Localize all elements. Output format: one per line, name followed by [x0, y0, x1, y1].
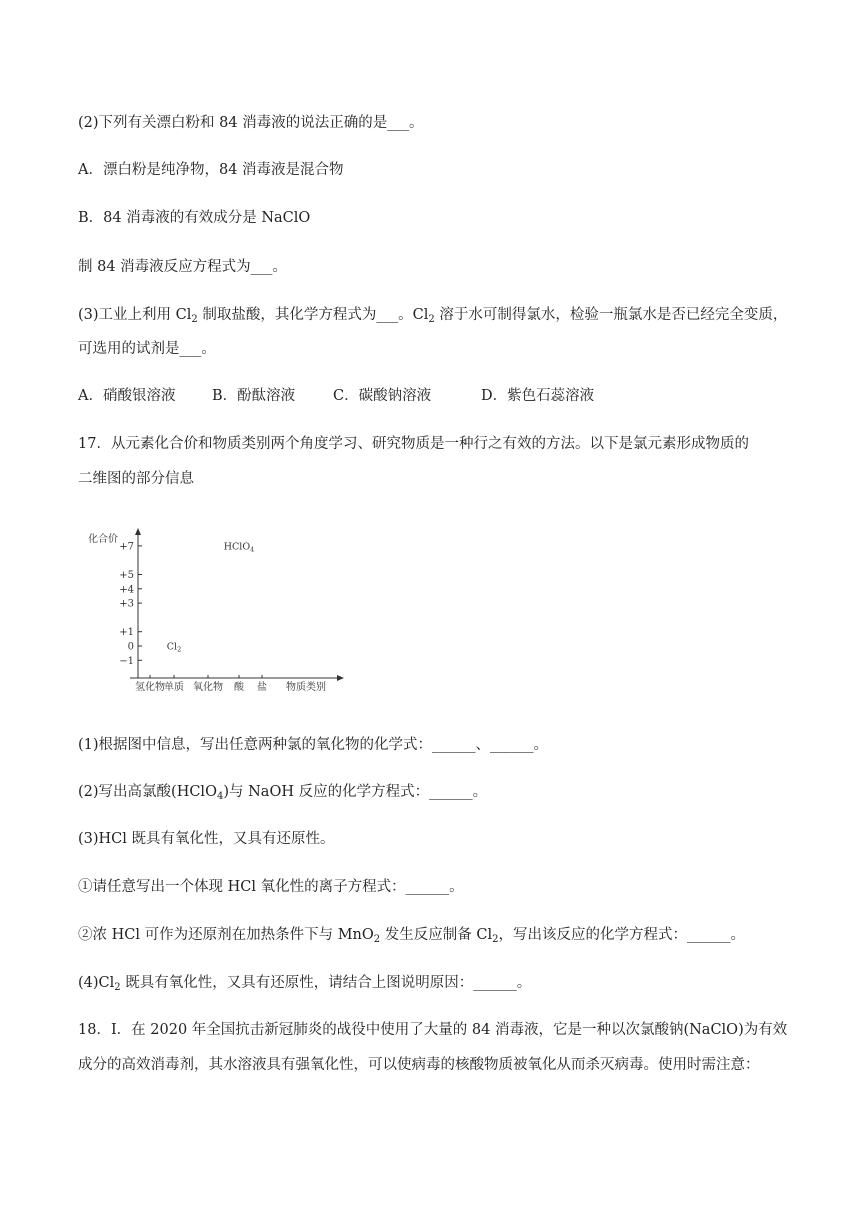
x-axis-arrow	[337, 675, 344, 681]
y-tick-label: −1	[119, 655, 134, 667]
option-a: A．硝酸银溶液	[78, 388, 176, 404]
y-axis-arrow	[135, 528, 141, 535]
subscript: 2	[492, 934, 499, 945]
option-d: D．紫色石蕊溶液	[481, 388, 595, 404]
text-segment: 发生反应制备 Cl	[380, 927, 493, 943]
subscript: 2	[191, 314, 198, 325]
q18-line1	[78, 1020, 787, 1040]
q16-options-row	[78, 386, 594, 406]
text-segment: A．漂白粉是纯净物，84 消毒液是混合物	[78, 162, 344, 178]
subscript: 2	[373, 934, 381, 945]
x-category-label: 氧化物	[193, 682, 223, 693]
text-segment: 既具有氧化性，又具有还原性，请结合上图说明原因：______。	[120, 975, 532, 991]
y-axis-label: 化合价	[88, 534, 118, 545]
q16-part3-line1	[78, 305, 787, 325]
text-segment: ，写出该反应的化学方程式：______。	[498, 927, 745, 943]
chlorine-valence-chart	[80, 522, 360, 702]
text-segment: 二维图的部分信息	[78, 471, 194, 487]
q17-intro-line2	[78, 469, 194, 489]
option-c: C．碳酸钠溶液	[333, 388, 432, 404]
x-axis-label: 物质类别	[286, 682, 326, 693]
q18-line2	[78, 1055, 760, 1075]
x-category-label: 盐	[257, 682, 267, 693]
x-category-label: 氢化物	[135, 682, 165, 693]
text-segment: (4)Cl	[78, 975, 115, 991]
text-segment: (1)根据图中信息，写出任意两种氯的氧化物的化学式：______、______。	[78, 737, 549, 753]
y-tick-label: +1	[119, 627, 134, 639]
point-label: HClO$_4$	[223, 541, 255, 554]
y-tick-label: 0	[127, 641, 134, 653]
y-tick-label: +5	[119, 570, 134, 581]
subscript: 2	[428, 314, 435, 325]
point-label: $Cl_2$	[166, 641, 182, 654]
text-segment: (3)HCl 既具有氧化性，又具有还原性。	[78, 831, 335, 847]
q17-part2	[78, 782, 487, 802]
y-tick-label: +7	[119, 541, 134, 553]
text-segment: 成分的高效消毒剂，其水溶液具有强氧化性，可以使病毒的核酸物质被氧化从而杀灭病毒。使用时需注意：	[78, 1057, 760, 1073]
q17-part3	[78, 829, 335, 849]
text-segment: 制 84 消毒液反应方程式为___。	[78, 259, 287, 275]
q16-part2	[78, 113, 423, 133]
option-b: B．酚酞溶液	[212, 388, 296, 404]
q16-preparation	[78, 257, 287, 277]
y-tick-label: +3	[119, 598, 134, 610]
text-segment: 可选用的试剂是___。	[78, 341, 216, 357]
q16-part3-line2	[78, 339, 216, 359]
text-segment: )与 NaOH 反应的化学方程式：______。	[223, 784, 488, 800]
q17-part3-b	[78, 925, 745, 945]
text-segment: 溶于水可制得氯水，检验一瓶氯水是否已经完全变质，	[434, 307, 788, 323]
subscript: 4	[216, 791, 224, 802]
q17-intro-line1	[78, 434, 749, 454]
text-segment: (3)工业上利用 Cl	[78, 307, 192, 323]
x-category-label: 单质	[164, 682, 184, 693]
x-category-label: 酸	[234, 682, 244, 693]
text-segment: 制取盐酸，其化学方程式为___。Cl	[197, 307, 429, 323]
y-tick-label: +4	[119, 584, 134, 596]
q17-part4	[78, 973, 531, 993]
text-segment: ②浓 HCl 可作为还原剂在加热条件下与 MnO	[78, 927, 374, 943]
text-segment: ①请任意写出一个体现 HCl 氧化性的离子方程式：______。	[78, 879, 464, 895]
text-segment: B．84 消毒液的有效成分是 NaClO	[78, 210, 311, 226]
text-segment: (2)下列有关漂白粉和 84 消毒液的说法正确的是___。	[78, 115, 424, 131]
q17-part1	[78, 735, 548, 755]
q16-option-a	[78, 160, 344, 180]
subscript: 2	[114, 982, 121, 993]
text-segment: 18．I．在 2020 年全国抗击新冠肺炎的战役中使用了大量的 84 消毒液，它是一种以次氯酸钠(NaClO)为有效	[78, 1022, 788, 1038]
q17-part3-a	[78, 877, 464, 897]
text-segment: 17．从元素化合价和物质类别两个角度学习、研究物质是一种行之有效的方法。以下是氯元素形成物质的	[78, 436, 749, 452]
text-segment: (2)写出高氯酸(HClO	[78, 784, 217, 800]
q16-option-b	[78, 208, 310, 228]
